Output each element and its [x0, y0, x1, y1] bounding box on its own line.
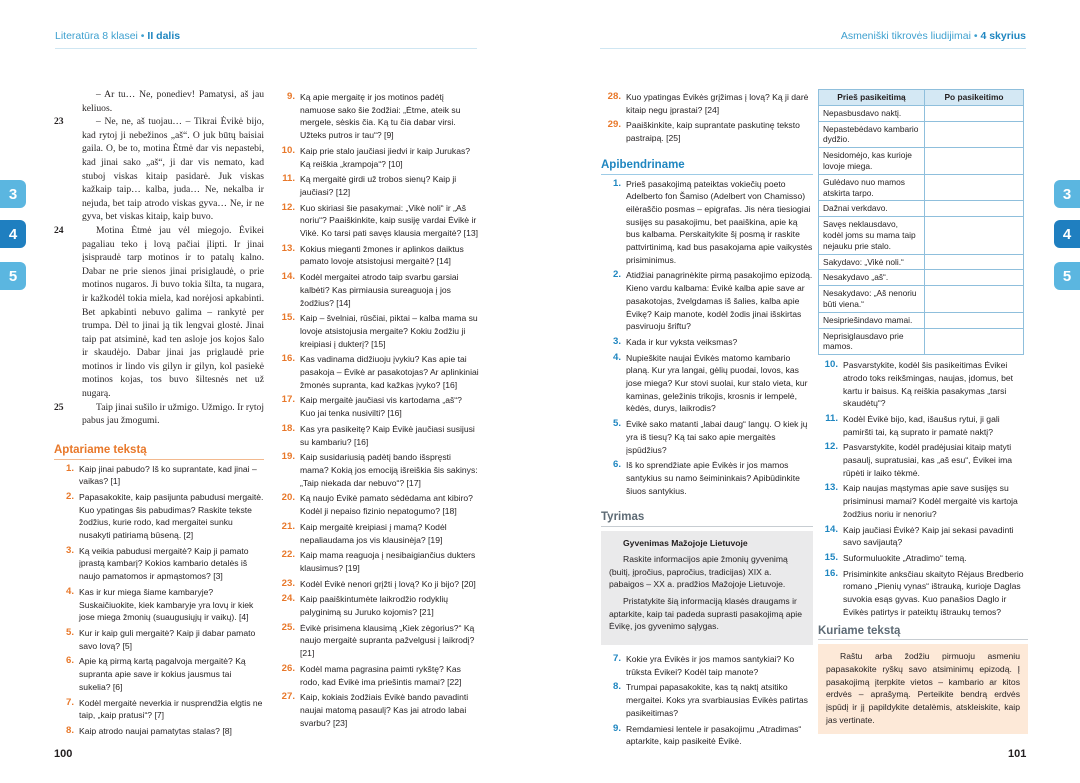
question-item [818, 413, 1028, 438]
story-paragraph: 24 Motina Ėtmė jau vėl miegojo. Ėvikei pagaliau teko į lovą pačiai įlipti. Ir jinai įsispraudė tarp motinos ir to patalų kalno. Dabar ne prie sienos jinai prisiglaudė, o prie motinos nugaros. Ji buvo tokia šilta, ta nugara, ir kažkodėl tokia miela, kad norėjosi apkabinti. Bet apkabinti nebuvo galima – rankytė per trumpa. Dėl to jinai ją tik lengvai glostė. Jinai taip pat atsiminė, kad ten asloje jos kojos šalo ir skaudėjo. Dabar jinai jas priglaudė prie motinos ir lindo vis gilyn ir gilyn, kol pasiekė motinos kojas, tos buvo šiltesnės net už nugarą. [54, 224, 264, 400]
table-cell-after[interactable] [925, 254, 1024, 270]
section-heading-kuriame: Kuriame tekstą [818, 625, 1028, 641]
question-text: Kaip paaiškintumėte laikrodžio rodyklių palyginimą su Juruko kojomis? [21] [300, 594, 449, 618]
question-number: 8. [65, 724, 74, 736]
question-number: 11. [825, 412, 838, 424]
question-item [275, 394, 479, 419]
question-number: 7. [612, 653, 621, 665]
comparison-table [818, 89, 1024, 355]
question-number: 12. [824, 441, 838, 453]
question-number: 14. [824, 523, 838, 535]
table-cell-before: Gulėdavo nuo mamos atskirta tarpo. [819, 174, 925, 201]
left-running-header: Literatūra 8 klasei • II dalis [55, 30, 181, 42]
table-cell-after[interactable] [925, 286, 1024, 313]
question-item [601, 269, 813, 333]
question-item [601, 119, 813, 144]
question-text: Kokie yra Ėvikės ir jos mamos santykiai? Ko trūksta Ėvikei? Kodėl taip manote? [626, 654, 795, 677]
question-text: Ėvikė prisimena klausimą „Kiek zėgorius?“ Ką naujo mergaitė supranta pažvelgusi į laikrodį? [21] [300, 622, 475, 659]
table-cell-after[interactable] [925, 270, 1024, 286]
question-item [818, 441, 1028, 479]
question-item [275, 521, 479, 546]
story-paragraph: 23 – Ne, ne, aš tuojau… – Tikrai Ėvikė bijo, kad rytoj ji nebežinos „aš“. O juk būtų baisiai gaila. O, be to, motina Ėtmė dar vis nepastebi, kad jinai sako „aš“, ji dar vis nemato, kad stuboj viskas kitaip pasidarė. Juk viskas kažkaip taip… kalba, juda… Ne, nekalba ir nejuda, bet taip atrodo viskas gyva… Ne, ir ne gyva, bet viskas kitaip, kaip buvo. [54, 116, 264, 223]
question-item [275, 578, 479, 591]
question-number: 15. [824, 551, 838, 563]
question-item [54, 463, 264, 488]
chapter-tab-5-right[interactable]: 5 [1054, 262, 1080, 290]
question-number: 4. [612, 351, 621, 363]
question-item [601, 336, 813, 349]
table-row [819, 217, 1024, 254]
question-item [54, 627, 264, 652]
question-item [275, 663, 479, 688]
question-text: Trumpai papasakokite, kas tą naktį atsitiko mergaitei. Koks yra svarbiausias Ėvikės patirtas pasikeitimas? [626, 682, 808, 718]
table-row [819, 174, 1024, 201]
research-box [601, 531, 813, 645]
chapter-tab-3-right[interactable]: 3 [1054, 180, 1080, 208]
table-cell-before: Sakydavo: „Vikė noli.“ [819, 254, 925, 270]
question-number: 3. [65, 544, 74, 556]
question-item [54, 545, 264, 583]
question-text: Papasakokite, kaip pasijunta pabudusi mergaitė. Kuo ypatingas šis pabudimas? Raskite tekste žodžius, kurie rodo, kad mergaitei sunku nusakyti patiriamą būseną. [2] [79, 491, 264, 541]
question-number: 9. [286, 91, 295, 102]
column-2 [275, 88, 479, 729]
question-number: 19. [281, 451, 295, 463]
question-text: Pasvarstykite, kodėl pradėjusiai kitaip matyti pasaulį, supratusiai, kas „aš esu“, Ėvikei ima rūpėti ir laiko tėkmė. [843, 442, 1013, 478]
question-list-2 [275, 91, 479, 729]
table-cell-after[interactable] [925, 217, 1024, 254]
question-number: 23. [281, 577, 295, 589]
writing-task-box [818, 644, 1028, 734]
question-text: Kaip mama reaguoja į nesibaigiančius dukters klausimus? [19] [300, 550, 476, 573]
question-number: 10. [824, 359, 838, 371]
column-1 [54, 88, 264, 738]
question-text: Kaip mergaitė kreipiasi į mamą? Kodėl nepaliaudama jos vis klausinėja? [19] [300, 521, 447, 545]
page-number-right: 101 [1008, 748, 1027, 760]
question-item [601, 681, 813, 719]
question-item [275, 593, 479, 618]
question-item [275, 145, 479, 170]
question-number: 25. [281, 621, 295, 633]
question-number: 4. [65, 585, 74, 597]
question-text: Kaip susidariusią padėtį bando išspręsti mama? Kokią jos emociją išreiškia šis sakinys: „Taip niekada dar nebuvo“? [17] [300, 452, 478, 488]
chapter-label: 4 skyrius [980, 30, 1026, 42]
question-item [275, 353, 479, 391]
table-cell-before: Nesidomėjo, kas kurioje lovoje miega. [819, 148, 925, 175]
question-text: Kodėl mama pagrasina paimti rykštę? Kas rodo, kad Ėvikė ima priešintis mamai? [22] [300, 663, 462, 687]
question-text: Kodėl mergaitė neverkia ir nusprendžia elgtis ne taip, „kaip pratusi“? [7] [79, 697, 263, 721]
question-item [54, 655, 264, 693]
question-number: 20. [281, 492, 295, 504]
column-4 [818, 89, 1028, 734]
column-3 [601, 88, 813, 748]
question-item [275, 622, 479, 660]
question-number: 6. [612, 459, 621, 471]
question-number: 12. [281, 201, 295, 213]
question-item [818, 482, 1028, 520]
question-item [275, 202, 479, 240]
question-text: Kaip prie stalo jaučiasi jiedvi ir kaip Jurukas? Ką reiškia „krampoja“? [10] [300, 145, 471, 169]
question-number: 18. [281, 422, 295, 434]
question-number: 21. [281, 520, 295, 532]
writing-task-text: Raštu arba žodžiu pirmuoju asmeniu papasakokite ryškų savo atsiminimų epizodą. Į pasakojimą įterpkite vietos – kambario ar kitos erdvės – aprašymą. Perteikite bendrą erdvės įspūdį ir jį papildykite detalėmis, atskleiskite, kaip jas vertinate. [826, 651, 1020, 725]
question-text: Apie ką pirmą kartą pagalvoja mergaitė? Ką supranta apie save ir kokius jausmus tai sukelia? [6] [79, 656, 246, 692]
table-cell-before: Nepastebėdavo kambario dydžio. [819, 121, 925, 148]
question-text: Kuo ypatingas Ėvikės grįžimas į lovą? Ką ji darė kitaip negu įprastai? [24] [626, 92, 809, 115]
question-text: Kaip jaučiasi Ėvikė? Kaip jai sekasi pavadinti savo savijautą? [843, 524, 1014, 548]
chapter-tab-5-left[interactable]: 5 [0, 262, 26, 290]
question-text: Prisiminkite anksčiau skaityto Rėjaus Bredberio romano „Pienių vynas“ ištrauką, kurioje Daglas suvokia esąs gyvas. Kuo panašios Daglo ir Ėvikės patirtys ir pateiktų ištraukų temos? [843, 568, 1024, 617]
story-paragraph: – Ar tu… Ne, ponediev! Pamatysi, aš jau keliuos. [82, 89, 264, 114]
question-number: 13. [824, 482, 838, 494]
research-question-list [601, 653, 813, 748]
question-text: Ką veikia pabudusi mergaitė? Kaip ji pamato įprastą kambarį? Kokios kambario detalės iš naujo pamatomos ir apmąstomos? [3] [79, 545, 249, 582]
question-text: Iš ko sprendžiate apie Ėvikės ir jos mamos santykius su namo šeimininkais? Apibūdinkite šiuos santykius. [626, 460, 800, 496]
table-cell-before: Nesakydavo: „Aš nenoriu būti viena.“ [819, 286, 925, 313]
question-text: Pasvarstykite, kodėl šis pasikeitimas Ėvikei atrodo toks reikšmingas, naujas, įdomus, bet kartu ir baisus. Ką reiškia pasakymas „tarsi skaudėtų“? [843, 360, 1014, 409]
question-text: Kokius mieganti žmones ir aplinkos daiktus pamato lovoje atsistojusi mergaitė? [14] [300, 243, 464, 267]
table-row [819, 201, 1024, 217]
question-item [275, 91, 479, 142]
question-number: 28. [607, 91, 621, 102]
table-cell-before: Nesakydavo „aš“. [819, 270, 925, 286]
question-item [275, 312, 479, 350]
question-number: 29. [607, 119, 621, 131]
question-text: Kur ir kaip guli mergaitė? Kaip ji dabar pamato savo lovą? [5] [79, 627, 256, 651]
question-number: 1. [65, 462, 74, 474]
table-row [819, 286, 1024, 313]
question-text: Suformuluokite „Atradimo“ temą. [843, 552, 967, 563]
table-cell-after[interactable] [925, 174, 1024, 201]
question-text: Kaip, kokiais žodžiais Ėvikė bando pavadinti naujai matomą pasaulį? Kas jai atrodo labai svarbu? [23] [300, 692, 469, 728]
question-number: 14. [281, 271, 295, 283]
right-header-rule [600, 48, 1026, 49]
table-row [819, 148, 1024, 175]
question-number: 6. [65, 655, 74, 667]
table-row [819, 312, 1024, 328]
question-item [275, 173, 479, 198]
question-number: 5. [65, 626, 74, 638]
question-item [275, 271, 479, 309]
story-text [54, 88, 264, 428]
question-item [601, 178, 813, 267]
question-text: Nupieškite naujai Ėvikės matomo kambario planą. Kur yra langai, gėlių puodai, lovos, kas jose miega? Kur stovi suolai, kur stalo vieta, kur kaminas, geležinis trikojis, krosnis ir lempelė, kėdės, durys, laikrodis? [626, 352, 808, 414]
table-cell-before: Nesipriešindavo mamai. [819, 312, 925, 328]
book-part: II dalis [147, 30, 181, 42]
question-item [601, 352, 813, 416]
question-text: Atidžiai panagrinėkite pirmą pasakojimo epizodą. Kieno vardu kalbama: Ėvikė kalba apie save ar pasakotojas, žvelgdamas iš šalies, kalba apie Ėvikę? Kaip manote, kodėl žodis jinai išskirtas pasviruoju šriftu? [626, 270, 813, 332]
question-number: 16. [281, 353, 295, 365]
question-item [275, 451, 479, 489]
question-item [54, 491, 264, 542]
question-text: Prieš pasakojimą pateiktas vokiečių poeto Adelberto fon Šamiso (Adelbert von Chamisso) eilėraščio posmas – epigrafas. Jis nėra tiesiogiai susijęs su pasakojimu, bet paaiškina, apie ką bus kalbama. Perskaitykite šį posmą ir raskite pattvirtinimą, kad bus pasakojama apie vaikystės prisiminimus. [626, 178, 813, 265]
section-heading-apibendriname: Apibendriname [601, 159, 813, 175]
question-number: 10. [281, 144, 295, 156]
question-text: Ką mergaitė girdi už trobos sienų? Kaip ji jaučiasi? [12] [300, 174, 457, 197]
question-item [275, 492, 479, 517]
table-cell-before: Neprisiglausdavo prie mamos. [819, 328, 925, 355]
question-number: 24. [281, 593, 295, 605]
table-row [819, 121, 1024, 148]
research-box-text: Raskite informacijos apie žmonių gyvenimą (buitį, įpročius, papročius, tradicijas) XIX a. pabaigos – XX a. pradžios Mažojoje Lietuvoje. [609, 553, 788, 590]
question-item [275, 243, 479, 268]
question-text: Remdamiesi lentele ir pasakojimu „Atradimas“ aptarkite, kaip pasikeitė Ėvikė. [626, 723, 802, 747]
question-item [601, 653, 813, 678]
question-text: Kaip atrodo naujai pamatytas stalas? [8] [79, 725, 232, 736]
question-item [818, 359, 1028, 410]
left-header-rule [55, 48, 477, 49]
right-running-header: Asmeniški tikrovės liudijimai • 4 skyrius [840, 30, 1026, 42]
question-number: 2. [65, 490, 74, 502]
table-cell-before: Savęs neklausdavo, kodėl joms su mama taip nejauku prie stalo. [819, 217, 925, 254]
table-cell-after[interactable] [925, 121, 1024, 148]
question-text: Kaip – švelniai, rūsčiai, piktai – kalba mama su lovoje atsistojusia mergaite? Kokiu žodžiu ji kreipiasi į dukterį? [15] [300, 313, 478, 349]
question-text: Kada ir kur vyksta veiksmas? [626, 336, 738, 347]
section-title: Asmeniški tikrovės liudijimai [840, 30, 971, 42]
question-number: 7. [65, 696, 74, 708]
question-text: Ką naujo Ėvikė pamato sėdėdama ant kibiro? Kodėl ji nepaiso fizinio nepatogumo? [18] [300, 493, 473, 517]
question-item [54, 697, 264, 722]
table-header-before: Prieš pasikeitimą [819, 90, 925, 106]
research-box-text: Pristatykite šią informaciją klasės draugams ir aptarkite, kaip tai padeda suprasti pasakojimą apie Ėvikę, jos gyvenimo sąlygas. [609, 595, 802, 632]
question-item [275, 549, 479, 574]
question-text: Kas vadinama didžiuoju įvykiu? Kas apie tai pasakoja – Ėvikė ar pasakotojas? Ar aplinkiniai žmonės supranta, kad kažkas įvyko? [16] [300, 354, 479, 390]
table-cell-after[interactable] [925, 105, 1024, 121]
question-number: 2. [612, 269, 621, 281]
question-number: 1. [612, 177, 621, 189]
question-item [818, 568, 1028, 619]
question-item [601, 91, 813, 116]
question-text: Kaip naujas mąstymas apie save susijęs su prisiminusi mamai? Kodėl mergaitė vis kartoja žodžius noriu ir nenoriu? [843, 483, 1018, 519]
table-row [819, 328, 1024, 355]
question-number: 5. [612, 418, 621, 430]
question-number: 15. [281, 312, 295, 324]
question-text: Paaiškinkite, kaip suprantate paskutinę teksto pastraipą. [25] [626, 120, 800, 144]
section-heading-tyrimas: Tyrimas [601, 511, 813, 527]
question-text: Kodėl Ėvikė bijo, kad, išaušus rytui, ji gali pamiršti tai, ką suprato ir pamatė naktį? [843, 413, 1000, 437]
question-text: Kuo skiriasi šie pasakymai: „Vikė noli“ ir „Aš noriu“? Paaiškinkite, kaip susiję vardai Ėvikė ir Vikė. Ko tarsi pati savęs klausia mergaitė? [13] [300, 202, 479, 239]
chapter-tab-4-left[interactable]: 4 [0, 220, 26, 248]
question-number: 27. [281, 691, 295, 703]
book-title: Literatūra 8 klasei [55, 30, 138, 42]
table-cell-before: Dažnai verkdavo. [819, 201, 925, 217]
question-text: Kodėl Ėvikė nenori grįžti į lovą? Ko ji bijo? [20] [300, 578, 476, 589]
table-cell-after[interactable] [925, 312, 1024, 328]
table-cell-after[interactable] [925, 201, 1024, 217]
table-cell-before: Nepasbusdavo naktį. [819, 105, 925, 121]
question-list-3 [601, 91, 813, 145]
question-item [601, 459, 813, 497]
table-row [819, 270, 1024, 286]
question-list-1 [54, 463, 264, 738]
question-item [601, 418, 813, 456]
question-text: Ką apie mergaitę ir jos motinos padėtį namuose sako šie žodžiai: „Ėtme, ateik su mergele, sėskis čia. Ką tu čia dabar virsi. Užteks putros ir tau“? [9] [300, 92, 461, 141]
question-number: 16. [824, 567, 838, 579]
question-item [601, 723, 813, 748]
chapter-tab-3-left[interactable]: 3 [0, 180, 26, 208]
table-row [819, 254, 1024, 270]
question-text: Kaip jinai pabudo? Iš ko suprantate, kad jinai – vaikas? [1] [79, 463, 257, 487]
question-item [275, 423, 479, 448]
question-text: Kas ir kur miega šiame kambaryje? Suskaičiuokite, kiek kambaryje yra lovų ir kiek jose miega žmonių (suaugusiųjų ir vaikų). [4] [79, 586, 254, 623]
post-table-question-list [818, 359, 1028, 618]
question-item [54, 586, 264, 624]
summary-question-list [601, 178, 813, 498]
question-text: Kas yra pasikeitę? Kaip Ėvikė jaučiasi susijusi su kambariu? [16] [300, 423, 475, 447]
question-item [818, 552, 1028, 565]
research-box-title: Gyvenimas Mažojoje Lietuvoje [623, 538, 748, 549]
question-text: Kaip mergaitė jaučiasi vis kartodama „aš“? Kuo jai tenka nusivilti? [16] [300, 395, 462, 419]
table-cell-after[interactable] [925, 328, 1024, 355]
question-number: 9. [612, 722, 621, 734]
chapter-tab-4-right[interactable]: 4 [1054, 220, 1080, 248]
section-heading-aptariame: Aptariame tekstą [54, 444, 264, 460]
question-item [275, 691, 479, 729]
page-number-left: 100 [54, 748, 73, 760]
table-row [819, 105, 1024, 121]
question-text: Kodėl mergaitei atrodo taip svarbu garsiai kalbėti? Kas pirmiausia sureaguoja į jos žodžius? [14] [300, 272, 459, 308]
question-number: 13. [281, 242, 295, 254]
question-number: 3. [612, 335, 621, 347]
question-number: 26. [281, 662, 295, 674]
question-number: 8. [612, 681, 621, 693]
question-text: Ėvikė sako matanti „labai daug“ langų. O kiek jų yra iš tiesų? Ką tai sako apie mergaitės įspūdžius? [626, 419, 808, 455]
table-cell-after[interactable] [925, 148, 1024, 175]
question-item [54, 725, 264, 738]
question-number: 11. [282, 173, 295, 185]
question-number: 17. [281, 394, 295, 406]
question-number: 22. [281, 549, 295, 561]
story-paragraph: 25 Taip jinai sušilo ir užmigo. Užmigo. Ir rytoj pabus jau žmogumi. [54, 401, 264, 427]
question-item [818, 524, 1028, 549]
table-header-after: Po pasikeitimo [925, 90, 1024, 106]
